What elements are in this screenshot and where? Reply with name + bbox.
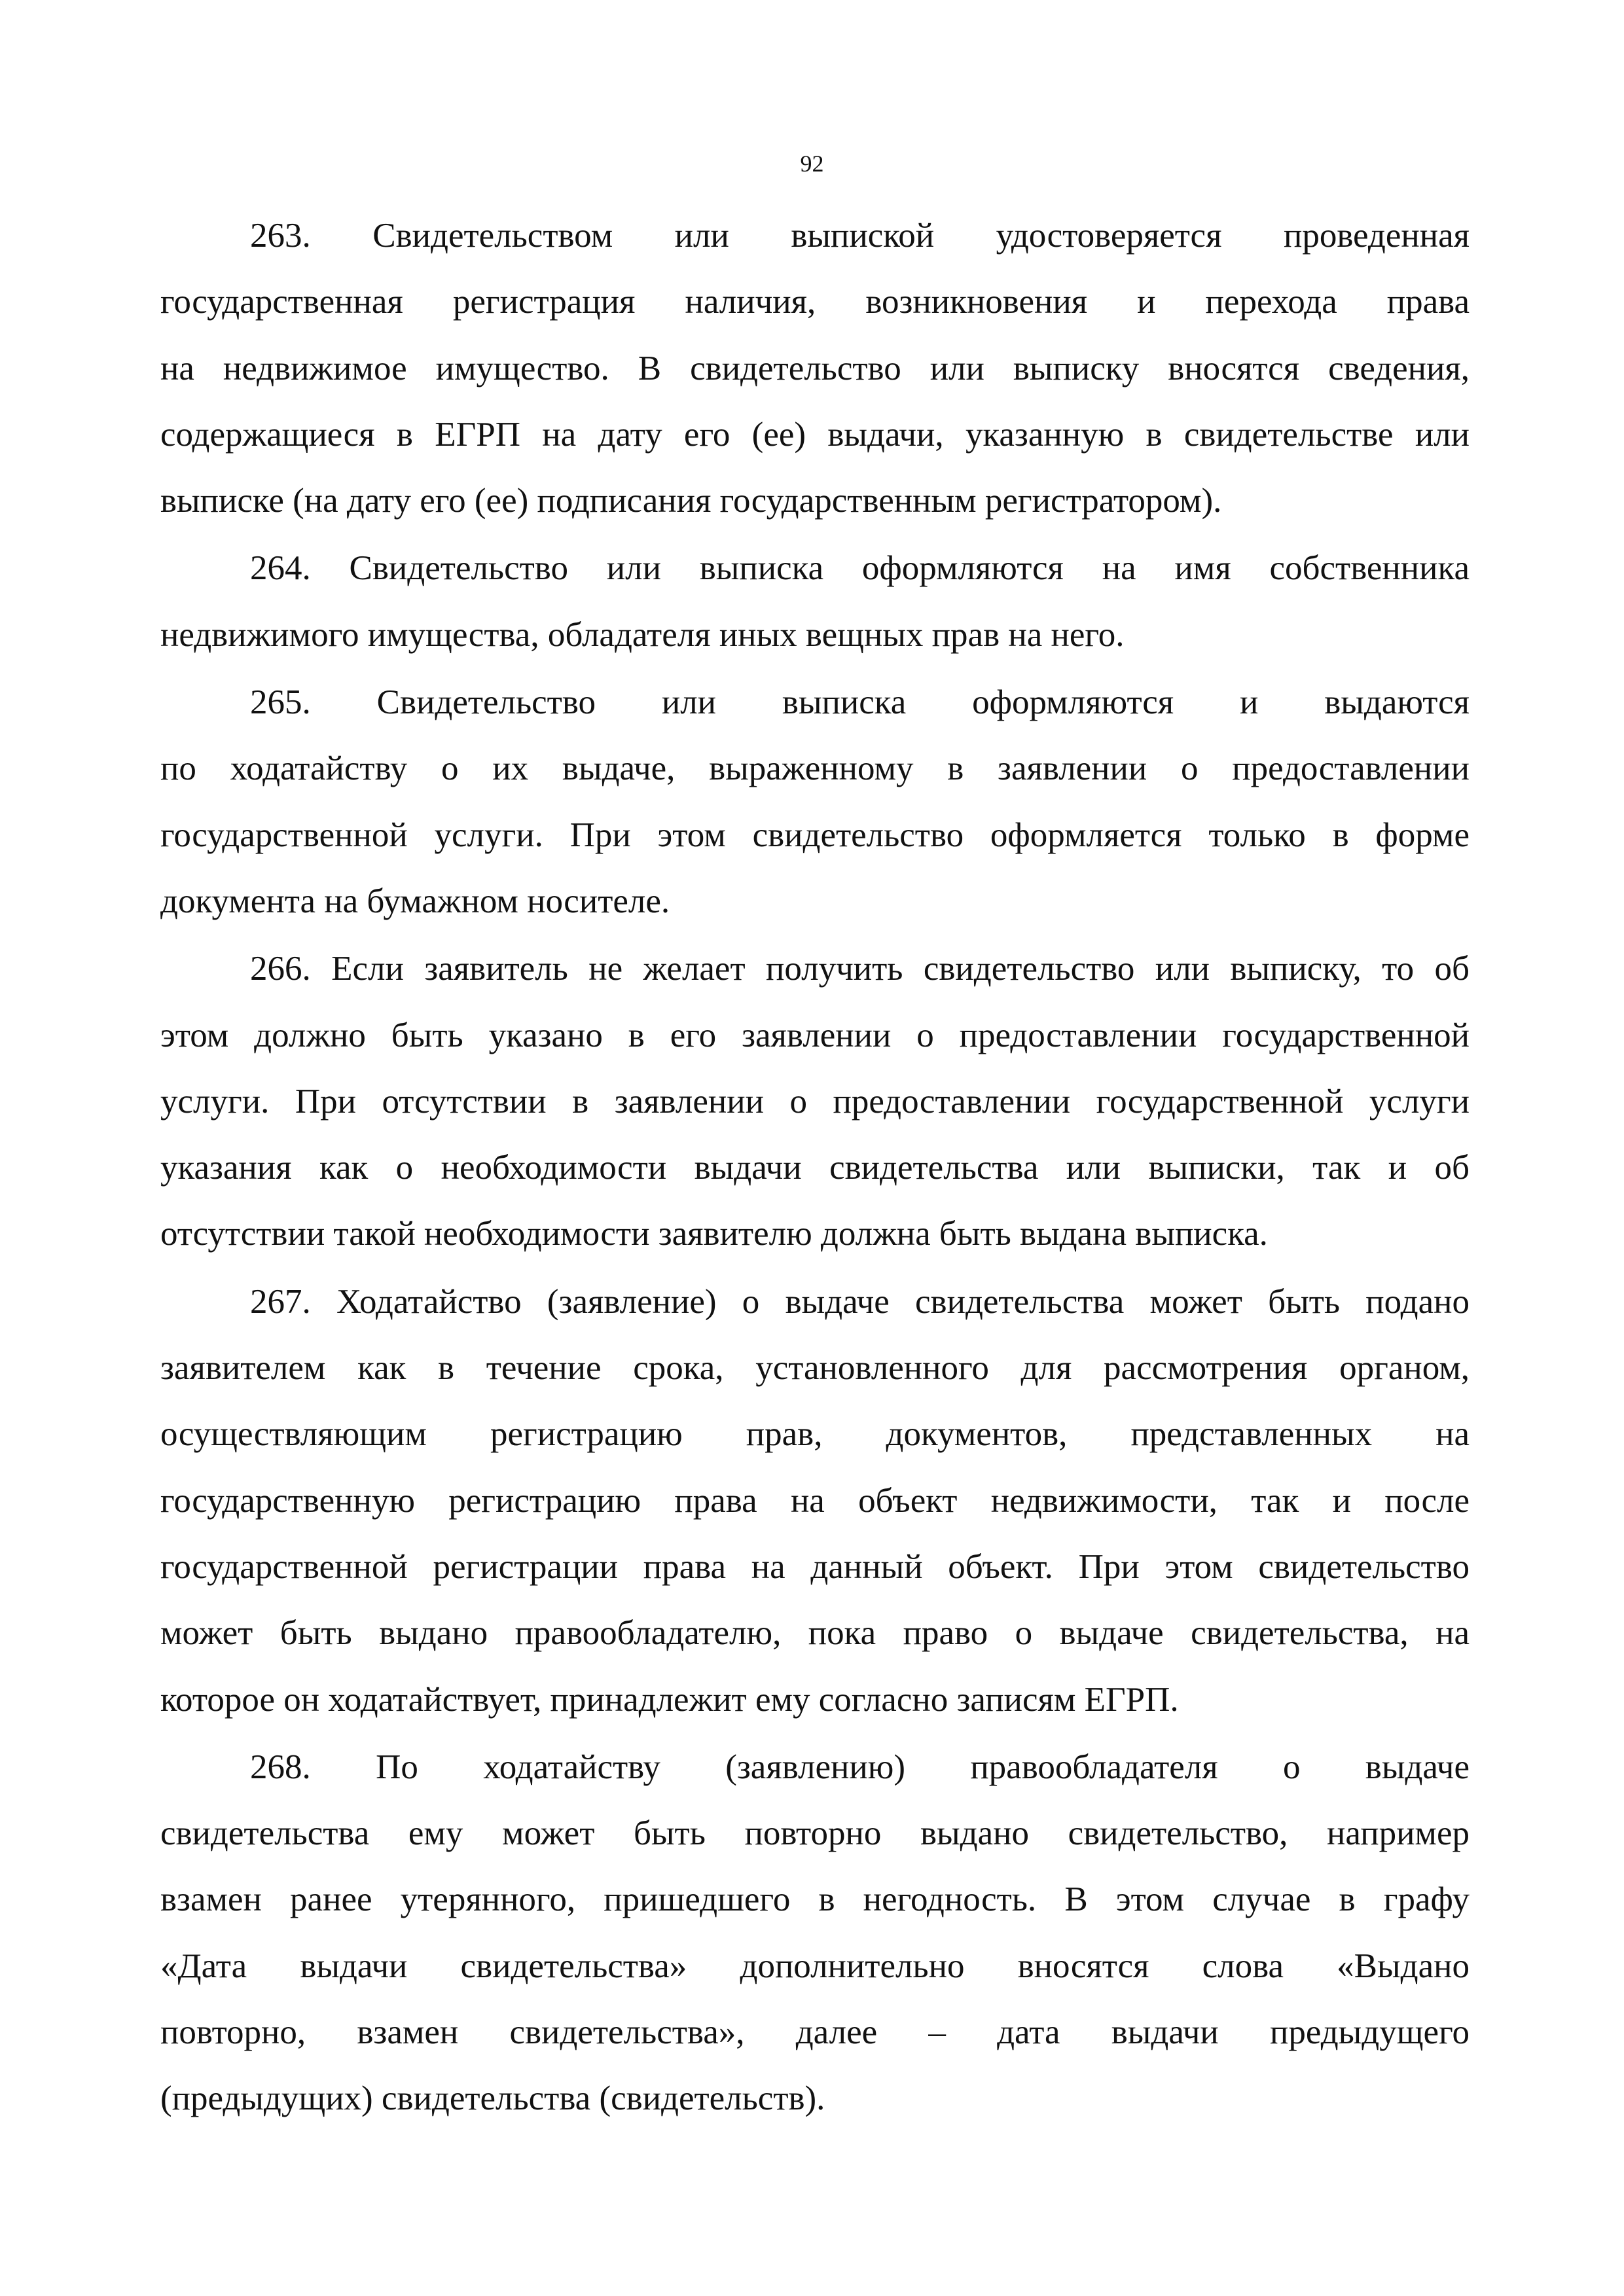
text-line: 264. Свидетельство или выписка оформляются на имя собственника (250, 549, 1470, 588)
text-line: выписке (на дату его (ее) подписания государственным регистратором). (160, 482, 1222, 520)
text-line: недвижимого имущества, обладателя иных вещных прав на него. (160, 615, 1125, 654)
text-line: осуществляющим регистрацию прав, документов, представленных на (160, 1415, 1470, 1454)
text-line: государственной услуги. При этом свидетельство оформляется только в форме (160, 816, 1470, 854)
text-line: государственную регистрацию права на объект недвижимости, так и после (160, 1481, 1470, 1520)
text-line: услуги. При отсутствии в заявлении о предоставлении государственной услуги (160, 1082, 1470, 1121)
paragraph-268 (160, 1734, 1470, 2132)
text-line: документа на бумажном носителе. (160, 882, 670, 920)
text-line: свидетельства ему может быть повторно выдано свидетельство, например (160, 1814, 1470, 1853)
text-line: указания как о необходимости выдачи свидетельства или выписки, так и об (160, 1149, 1470, 1187)
paragraph-267 (160, 1269, 1470, 1733)
paragraph-266 (160, 936, 1470, 1267)
paragraph-264 (160, 535, 1470, 668)
text-line: содержащиеся в ЕГРП на дату его (ее) выдачи, указанную в свидетельстве или (160, 415, 1470, 454)
paragraph-265 (160, 670, 1470, 935)
text-line: которое он ходатайствует, принадлежит ему согласно записям ЕГРП. (160, 1680, 1179, 1719)
text-line: 268. По ходатайству (заявлению) правообладателя о выдаче (250, 1748, 1470, 1786)
text-line: государственная регистрация наличия, возникновения и перехода права (160, 283, 1470, 321)
text-line: заявителем как в течение срока, установленного для рассмотрения органом, (160, 1349, 1470, 1388)
text-line: «Дата выдачи свидетельства» дополнительно вносятся слова «Выдано (160, 1946, 1470, 1985)
text-line: государственной регистрации права на данный объект. При этом свидетельство (160, 1547, 1470, 1586)
paragraph-263 (160, 203, 1470, 534)
page-number: 92 (800, 151, 824, 177)
text-line: этом должно быть указано в его заявлении о предоставлении государственной (160, 1016, 1470, 1054)
text-line: 265. Свидетельство или выписка оформляются и выдаются (250, 683, 1470, 722)
text-line: (предыдущих) свидетельства (свидетельств). (160, 2079, 825, 2118)
document-body (160, 203, 1470, 2134)
text-line: повторно, взамен свидетельства», далее – дата выдачи предыдущего (160, 2013, 1470, 2052)
text-line: на недвижимое имущество. В свидетельство или выписку вносятся сведения, (160, 349, 1470, 387)
text-line: по ходатайству о их выдаче, выраженному в заявлении о предоставлении (160, 749, 1470, 788)
text-line: 267. Ходатайство (заявление) о выдаче свидетельства может быть подано (250, 1282, 1470, 1321)
text-line: может быть выдано правообладателю, пока право о выдаче свидетельства, на (160, 1614, 1470, 1653)
text-line: 266. Если заявитель не желает получить свидетельство или выписку, то об (250, 950, 1470, 988)
text-line: взамен ранее утерянного, пришедшего в негодность. В этом случае в графу (160, 1880, 1470, 1919)
text-line: отсутствии такой необходимости заявителю должна быть выдана выписка. (160, 1215, 1268, 1253)
text-line: 263. Свидетельством или выпиской удостоверяется проведенная (250, 217, 1470, 255)
